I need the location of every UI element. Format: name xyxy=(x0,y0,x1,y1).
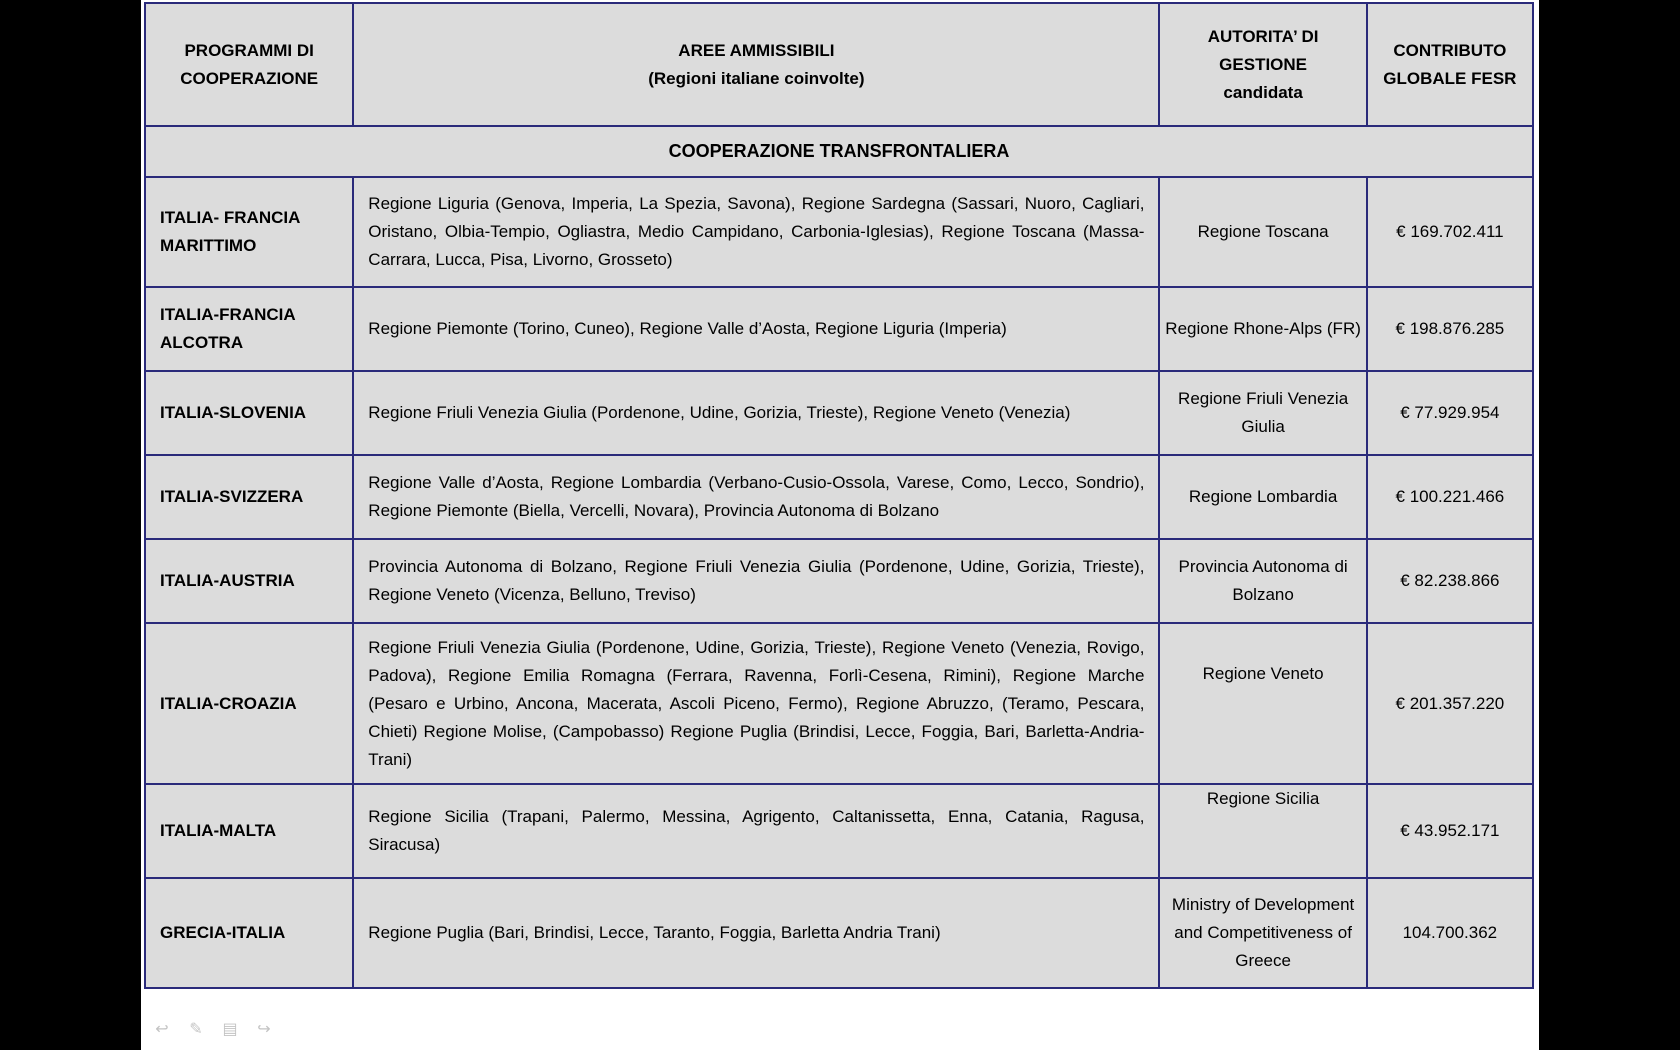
table-row xyxy=(145,455,1533,539)
table-row xyxy=(145,784,1533,878)
table-row xyxy=(145,287,1533,371)
fesr-contribution: € 82.238.866 xyxy=(1367,539,1533,623)
table-row xyxy=(145,878,1533,988)
fesr-contribution: € 100.221.466 xyxy=(1367,455,1533,539)
slide xyxy=(141,0,1539,1050)
program-name: ITALIA-AUSTRIA xyxy=(145,539,353,623)
section-row xyxy=(145,126,1533,177)
header-authority: AUTORITA’ DI GESTIONE candidata xyxy=(1159,3,1366,126)
eligible-areas: Regione Friuli Venezia Giulia (Pordenone, Udine, Gorizia, Trieste), Regione Veneto (Venezia) xyxy=(353,371,1159,455)
table-row xyxy=(145,371,1533,455)
program-name: ITALIA-MALTA xyxy=(145,784,353,878)
fesr-contribution: 104.700.362 xyxy=(1367,878,1533,988)
managing-authority: Regione Rhone-Alps (FR) xyxy=(1159,287,1366,371)
managing-authority: Regione Veneto xyxy=(1159,623,1366,784)
menu-icon[interactable]: ▤ xyxy=(222,1021,238,1038)
cooperation-programs-table xyxy=(144,2,1534,989)
pen-icon[interactable]: ✎ xyxy=(189,1021,203,1038)
table-row xyxy=(145,539,1533,623)
fesr-contribution: € 198.876.285 xyxy=(1367,287,1533,371)
table-header-row xyxy=(145,3,1533,126)
eligible-areas: Regione Valle d’Aosta, Regione Lombardia (Verbano-Cusio-Ossola, Varese, Como, Lecco, Sondrio), Regione Piemonte (Biella, Vercelli, Novara), Provincia Autonoma di Bolzano xyxy=(353,455,1159,539)
eligible-areas: Regione Liguria (Genova, Imperia, La Spezia, Savona), Regione Sardegna (Sassari, Nuoro, Cagliari, Oristano, Olbia-Tempio, Ogliastra, Medio Campidano, Carbonia-Iglesias), Regione Toscana (Massa-Carrara, Lucca, Pisa, Livorno, Grosseto) xyxy=(353,177,1159,287)
slideshow-toolbar xyxy=(151,1020,275,1038)
program-name: ITALIA-FRANCIA ALCOTRA xyxy=(145,287,353,371)
header-programs: PROGRAMMI DI COOPERAZIONE xyxy=(145,3,353,126)
forward-icon[interactable]: ↪ xyxy=(257,1021,271,1038)
fesr-contribution: € 169.702.411 xyxy=(1367,177,1533,287)
program-name: ITALIA-SVIZZERA xyxy=(145,455,353,539)
table-row xyxy=(145,177,1533,287)
fesr-contribution: € 43.952.171 xyxy=(1367,784,1533,878)
section-title: COOPERAZIONE TRANSFRONTALIERA xyxy=(145,126,1533,177)
eligible-areas: Regione Piemonte (Torino, Cuneo), Regione Valle d’Aosta, Regione Liguria (Imperia) xyxy=(353,287,1159,371)
header-areas: AREE AMMISSIBILI (Regioni italiane coinvolte) xyxy=(353,3,1159,126)
eligible-areas: Regione Puglia (Bari, Brindisi, Lecce, Taranto, Foggia, Barletta Andria Trani) xyxy=(353,878,1159,988)
program-name: ITALIA-SLOVENIA xyxy=(145,371,353,455)
program-name: GRECIA-ITALIA xyxy=(145,878,353,988)
program-name: ITALIA- FRANCIA MARITTIMO xyxy=(145,177,353,287)
fesr-contribution: € 201.357.220 xyxy=(1367,623,1533,784)
table-row xyxy=(145,623,1533,784)
managing-authority: Provincia Autonoma di Bolzano xyxy=(1159,539,1366,623)
managing-authority: Regione Sicilia xyxy=(1159,784,1366,878)
managing-authority: Ministry of Development and Competitiveness of Greece xyxy=(1159,878,1366,988)
managing-authority: Regione Friuli Venezia Giulia xyxy=(1159,371,1366,455)
fesr-contribution: € 77.929.954 xyxy=(1367,371,1533,455)
header-contribution: CONTRIBUTO GLOBALE FESR xyxy=(1367,3,1533,126)
back-icon[interactable]: ↩ xyxy=(155,1021,169,1038)
managing-authority: Regione Toscana xyxy=(1159,177,1366,287)
program-name: ITALIA-CROAZIA xyxy=(145,623,353,784)
managing-authority: Regione Lombardia xyxy=(1159,455,1366,539)
eligible-areas: Provincia Autonoma di Bolzano, Regione Friuli Venezia Giulia (Pordenone, Udine, Gorizia, Trieste), Regione Veneto (Vicenza, Belluno, Treviso) xyxy=(353,539,1159,623)
eligible-areas: Regione Friuli Venezia Giulia (Pordenone, Udine, Gorizia, Trieste), Regione Veneto (Venezia, Rovigo, Padova), Regione Emilia Romagna (Ferrara, Ravenna, Forlì-Cesena, Rimini), Regione Marche (Pesaro e Urbino, Ancona, Macerata, Ascoli Piceno, Fermo), Regione Abruzzo, (Teramo, Pescara, Chieti) Regione Molise, (Campobasso) Regione Puglia (Brindisi, Lecce, Foggia, Bari, Barletta-Andria-Trani) xyxy=(353,623,1159,784)
eligible-areas: Regione Sicilia (Trapani, Palermo, Messina, Agrigento, Caltanissetta, Enna, Catania, Ragusa, Siracusa) xyxy=(353,784,1159,878)
